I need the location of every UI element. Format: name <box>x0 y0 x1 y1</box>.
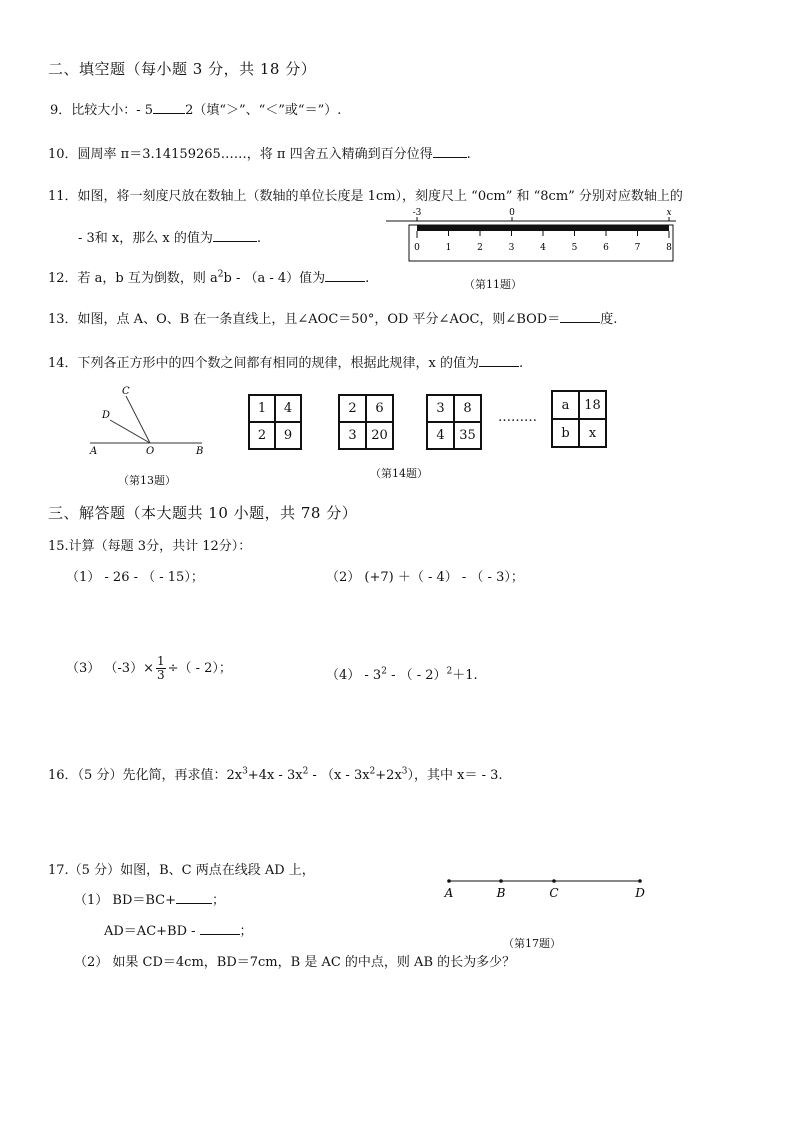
q13-text: 13．如图，点 A、O、B 在一条直线上，且∠AOC＝50°，OD 平分∠AOC，则∠BOD＝ <box>48 312 561 327</box>
q16-part: +4x - 3x <box>247 768 303 783</box>
q14-caption: （第14题） <box>370 467 428 480</box>
q14-cell: 6 <box>366 395 393 422</box>
q14-cell: 4 <box>275 395 301 422</box>
q14-blank[interactable] <box>479 354 519 367</box>
q14-cell: a <box>552 391 579 419</box>
q17-caption: （第17题） <box>503 937 561 950</box>
fraction-numerator: 1 <box>156 654 165 668</box>
q13-caption: （第13题） <box>118 474 176 487</box>
q14-ellipsis: ……… <box>498 410 537 425</box>
q11-ruler-label: 1 <box>445 243 452 253</box>
q15-p4-suffix: ＋1. <box>452 668 478 683</box>
q14-end: . <box>519 356 524 371</box>
q11-figure <box>380 205 680 267</box>
q13-figure <box>86 384 212 460</box>
q17-point-A <box>447 879 451 883</box>
q13-point-label: B <box>196 446 204 457</box>
q13-point-label: D <box>102 410 111 421</box>
q13-point-label: C <box>122 386 130 397</box>
q10-end: . <box>466 147 471 162</box>
q17-p1b-end: ； <box>239 924 253 939</box>
q14-square <box>426 394 482 450</box>
q14-cell: b <box>552 419 579 447</box>
question-11-line1: 11．如图，将一刻度尺放在数轴上（数轴的单位长度是 1cm），刻度尺上 “0cm” 和 “8cm” 分别对应数轴上的 <box>48 189 683 204</box>
q14-cell: 2 <box>339 395 366 422</box>
q16-part: ），其中 x＝ - 3. <box>407 768 503 783</box>
q12-exponent: 2 <box>217 269 224 280</box>
q15-part-3 <box>66 655 232 682</box>
q14-square <box>338 394 394 450</box>
fraction-denominator: 3 <box>156 668 165 682</box>
q11-ruler-label: 0 <box>414 243 420 253</box>
q11-ruler-label: 8 <box>666 243 672 253</box>
q16-exp: 3 <box>242 766 248 777</box>
question-10 <box>48 143 471 162</box>
q14-square <box>248 394 302 450</box>
q17-p1-end: ； <box>212 893 226 908</box>
q17-p1b-text: AD＝AC+BD - <box>104 924 196 939</box>
q12-prefix: 12．若 a，b 互为倒数，则 a <box>48 271 218 286</box>
question-12 <box>48 267 369 286</box>
q16-part: - （x - 3x <box>308 768 370 783</box>
q13-blank[interactable] <box>560 310 600 323</box>
q11-ruler-label: 5 <box>571 243 578 253</box>
q11-blank[interactable] <box>213 229 257 242</box>
q14-square <box>551 390 607 448</box>
q14-cell: 18 <box>579 391 606 419</box>
q17-point-label: B <box>496 886 506 900</box>
q17-point-B <box>499 879 503 883</box>
q14-cell: 3 <box>339 422 366 449</box>
q16-exp: 3 <box>401 766 408 777</box>
q11-ruler-ticks <box>417 231 669 238</box>
q15-part-1: （1） - 26 - （ - 15）； <box>66 570 204 585</box>
question-15-title: 15.计算（每题 3分，共计 12分）： <box>48 539 252 554</box>
q15-part-4 <box>326 664 478 683</box>
q10-blank[interactable] <box>433 145 467 158</box>
q14-cell: 4 <box>427 422 454 449</box>
q17-blank-1[interactable] <box>176 891 212 904</box>
q14-text: 14．下列各正方形中的四个数之间都有相同的规律，根据此规律，x 的值为 <box>48 356 480 371</box>
q9-prefix: 9．比较大小：- 5 <box>50 103 154 118</box>
q16-part: +2x <box>375 768 402 783</box>
q11-ruler-label: 3 <box>508 243 515 253</box>
q11-ruler-label: 7 <box>634 243 641 253</box>
q14-cell: 3 <box>427 395 454 422</box>
q14-cell: 8 <box>454 395 481 422</box>
q14-cell: 20 <box>366 422 393 449</box>
q9-suffix: 2（填“＞”、“＜”或“＝”）. <box>185 103 342 118</box>
q14-cell: 1 <box>249 395 275 422</box>
q14-cell: 35 <box>454 422 481 449</box>
q11-axis-label: x <box>666 208 672 218</box>
q17-p1-text: （1） BD＝BC+ <box>74 893 177 908</box>
q11-end: . <box>256 231 261 246</box>
q17-point-C <box>552 879 556 883</box>
q11-axis-label: 0 <box>509 208 515 218</box>
q13-unit: 度. <box>600 312 618 327</box>
q17-figure <box>440 872 650 902</box>
q9-blank[interactable] <box>153 101 185 114</box>
q17-part-1 <box>74 889 225 908</box>
q13-point-label: O <box>146 446 155 457</box>
q17-point-label: D <box>635 886 645 900</box>
q11-ruler-band <box>417 225 669 231</box>
q17-blank-2[interactable] <box>200 922 240 935</box>
q15-p3-suffix: ÷（ - 2）； <box>167 661 232 676</box>
question-11-line2 <box>78 227 261 246</box>
q16-exp: 2 <box>302 766 309 777</box>
q12-end: . <box>365 271 370 286</box>
q15-part-2: （2） (+7) ＋（ - 4） - （ - 3）； <box>326 570 524 585</box>
q14-cell: 2 <box>249 422 275 449</box>
q15-p4-exp1: 2 <box>381 666 387 677</box>
q16-part: 16．（5 分）先化简，再求值：2x <box>48 768 243 783</box>
q15-p3-prefix: （3） （-3）× <box>66 661 154 676</box>
question-14 <box>48 352 523 371</box>
q15-p4-mid: - （ - 2） <box>386 668 447 683</box>
q12-blank[interactable] <box>325 269 365 282</box>
q15-p4-exp2: 2 <box>446 666 453 677</box>
section-3-title: 三、解答题（本大题共 10 小题，共 78 分） <box>48 504 358 522</box>
q17-point-label: C <box>549 886 559 900</box>
question-13 <box>48 308 617 327</box>
section-2-title: 二、填空题（每小题 3 分，共 18 分） <box>48 60 317 78</box>
q15-p3-fraction <box>156 655 166 682</box>
q17-part-2: （2） 如果 CD＝4cm，BD＝7cm，B 是 AC 的中点，则 AB 的长为多少？ <box>74 955 516 970</box>
q14-cell: x <box>579 419 606 447</box>
q11-ruler-label: 4 <box>540 243 546 253</box>
q11-ruler-label: 6 <box>603 243 609 253</box>
q10-text: 10．圆周率 π＝3.14159265……，将 π 四舍五入精确到百分位得 <box>48 147 433 162</box>
q11-axis-label: -3 <box>412 208 422 218</box>
q11-caption: （第11题） <box>464 278 522 291</box>
q16-exp: 2 <box>369 766 376 777</box>
q12-mid: b - （a - 4）值为 <box>223 271 326 286</box>
question-17-title: 17.（5 分）如图，B、C 两点在线段 AD 上， <box>48 863 315 878</box>
q17-point-D <box>638 879 642 883</box>
q17-part-1b <box>104 920 253 939</box>
q17-point-label: A <box>444 886 454 900</box>
question-9 <box>50 99 341 118</box>
q11-line2-text: - 3和 x，那么 x 的值为 <box>78 231 213 246</box>
q13-point-label: A <box>90 446 98 457</box>
q14-cell: 9 <box>275 422 301 449</box>
q11-ruler-label: 2 <box>477 243 483 253</box>
question-16 <box>48 764 503 783</box>
q15-p4-prefix: （4） - 3 <box>326 668 382 683</box>
